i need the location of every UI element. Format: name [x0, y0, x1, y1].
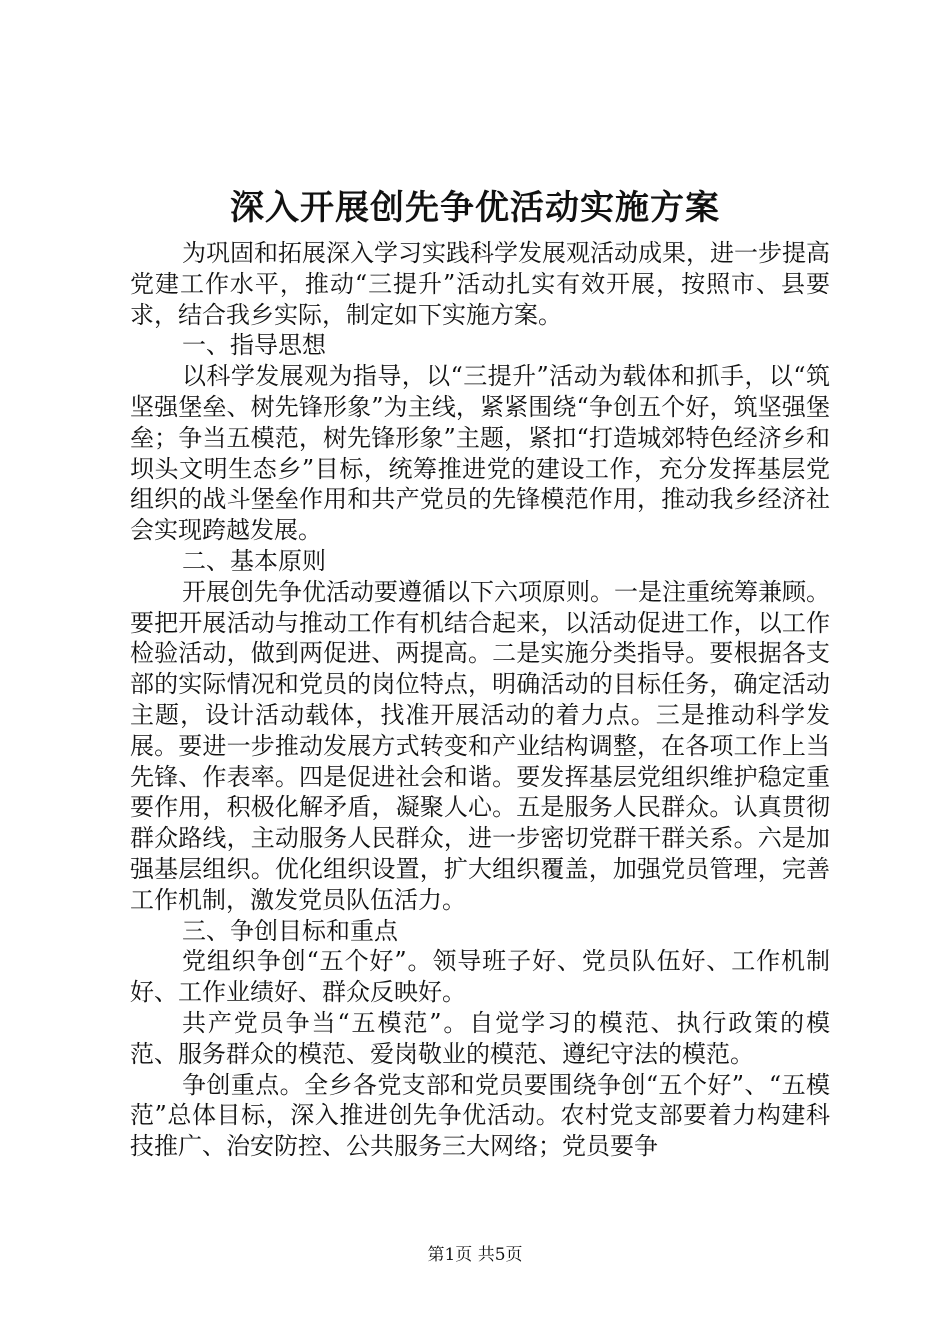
guiding-ideology-paragraph: 以科学发展观为指导，以“三提升”活动为载体和抓手，以“筑坚强堡垒、树先锋形象”为主线，紧紧围绕“争创五个好，筑坚强堡垒；争当五模范，树先锋形象”主题，紧扣“打造城郊特色经济乡和坝头文明生态乡”目标，统筹推进党的建设工作，充分发挥基层党组织的战斗堡垒作用和共产党员的先锋模范作用，推动我乡经济社会实现跨越发展。	[130, 362, 830, 545]
focus-paragraph: 争创重点。全乡各党支部和党员要围绕争创“五个好”、“五模范”总体目标，深入推进创先争优活动。农村党支部要着力构建科技推广、治安防控、公共服务三大网络；党员要争	[130, 1070, 830, 1161]
page-number-footer: 第1页 共5页	[427, 1245, 523, 1265]
document-body	[130, 238, 830, 1162]
intro-paragraph: 为巩固和拓展深入学习实践科学发展观活动成果，进一步提高党建工作水平，推动“三提升”活动扎实有效开展，按照市、县要求，结合我乡实际，制定如下实施方案。	[130, 239, 830, 329]
section-heading-goals-and-focus: 三、争创目标和重点	[182, 916, 398, 945]
section-heading-guiding-ideology: 一、指导思想	[182, 331, 326, 360]
five-models-paragraph: 共产党员争当“五模范”。自觉学习的模范、执行政策的模范、服务群众的模范、爱岗敬业的模范、遵纪守法的模范。	[130, 1008, 830, 1068]
basic-principles-paragraph: 开展创先争优活动要遵循以下六项原则。一是注重统筹兼顾。要把开展活动与推动工作有机结合起来，以活动促进工作，以工作检验活动，做到两促进、两提高。二是实施分类指导。要根据各支部的实际情况和党员的岗位特点，明确活动的目标任务，确定活动主题，设计活动载体，找准开展活动的着力点。三是推动科学发展。要进一步推动发展方式转变和产业结构调整，在各项工作上当先锋、作表率。四是促进社会和谐。要发挥基层党组织维护稳定重要作用，积极化解矛盾，凝聚人心。五是服务人民群众。认真贯彻群众路线，主动服务人民群众，进一步密切党群干群关系。六是加强基层组织。优化组织设置，扩大组织覆盖，加强党员管理，完善工作机制，激发党员队伍活力。	[130, 577, 830, 914]
section-heading-basic-principles: 二、基本原则	[182, 546, 326, 575]
document-title: 深入开展创先争优活动实施方案	[230, 188, 720, 228]
five-goods-paragraph: 党组织争创“五个好”。领导班子好、党员队伍好、工作机制好、工作业绩好、群众反映好。	[130, 947, 830, 1007]
